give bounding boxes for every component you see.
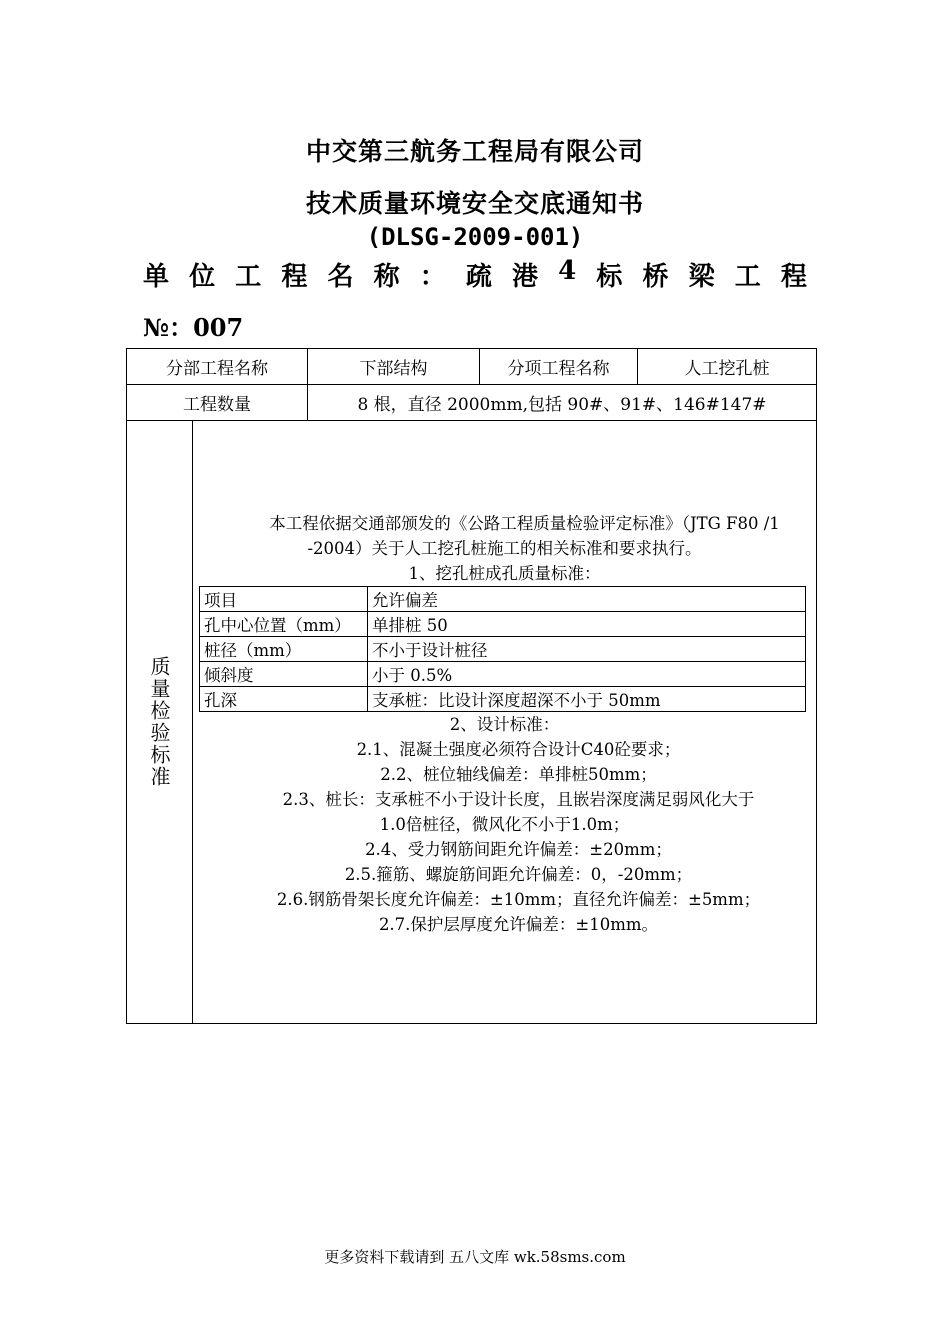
- unit-char: 标: [596, 262, 623, 292]
- inner-cell: 项目: [200, 587, 368, 612]
- section-heading: 1、挖孔桩成孔质量标准：: [408, 564, 601, 583]
- document-code: (DLSG-2009-001): [366, 223, 584, 251]
- quantity-label: 工程数量: [127, 385, 308, 421]
- company-name: 中交第三航务工程局有限公司: [305, 137, 644, 166]
- inner-cell: 允许偏差: [368, 587, 806, 612]
- item-project-label: 分项工程名称: [480, 349, 638, 385]
- standard-item: 2.4、受力钢筋间距允许偏差：±20mm；: [365, 840, 672, 859]
- quality-standard-label: 质量检验标准: [147, 656, 171, 788]
- document-title: 技术质量环境安全交底通知书: [305, 189, 644, 218]
- unit-char: 港: [512, 262, 539, 292]
- inner-cell: 桩径（mm）: [200, 637, 368, 662]
- table-row: [200, 662, 806, 687]
- standard-item: 2.6.钢筋骨架长度允许偏差：±10mm；直径允许偏差：±5mm；: [276, 890, 761, 909]
- standard-item: 2.7.保护层厚度允许偏差：±10mm。: [378, 915, 659, 934]
- table-row: [200, 687, 806, 712]
- standard-item: 2.2、桩位轴线偏差：单排桩50mm；: [380, 765, 657, 784]
- section-heading: 2、设计标准：: [449, 715, 560, 734]
- inner-cell: 小于 0.5%: [368, 662, 806, 687]
- table-row: [127, 385, 817, 421]
- standard-item: 2.1、混凝土强度必须符合设计C40砼要求；: [356, 740, 681, 759]
- unit-char: 疏: [465, 262, 492, 292]
- unit-char: 工: [235, 262, 262, 292]
- unit-char: 称: [373, 262, 400, 292]
- item-project-value: 人工挖孔桩: [638, 349, 817, 385]
- quantity-value: 8 根，直径 2000mm,包括 90#、91#、146#147#: [308, 385, 817, 421]
- table-row: [200, 587, 806, 612]
- inner-cell: 支承桩：比设计深度超深不小于 50mm: [368, 687, 806, 712]
- sub-project-value: 下部结构: [308, 349, 480, 385]
- table-row: [200, 637, 806, 662]
- table-row: [200, 612, 806, 637]
- unit-char: 程: [780, 262, 807, 292]
- side-label-cell: [127, 421, 193, 1024]
- sub-project-label: 分部工程名称: [127, 349, 308, 385]
- standard-content: [193, 421, 817, 1024]
- unit-project-name: [143, 256, 807, 293]
- unit-char: 程: [281, 262, 308, 292]
- unit-char: ：: [419, 262, 446, 292]
- hole-quality-table: [199, 586, 806, 712]
- table-row: [127, 421, 817, 1024]
- disclosure-table: [126, 348, 817, 1024]
- unit-char: 桥: [642, 262, 669, 292]
- footer-text: 更多资料下载请到 五八文库 wk.58sms.com: [324, 1248, 626, 1266]
- inner-cell: 倾斜度: [200, 662, 368, 687]
- standard-item: 2.3、桩长：支承桩不小于设计长度，且嵌岩深度满足弱风化大于: [282, 790, 755, 809]
- inner-cell: 孔中心位置（mm）: [200, 612, 368, 637]
- inner-cell: 孔深: [200, 687, 368, 712]
- unit-char: 名: [327, 262, 354, 292]
- unit-char: 工: [734, 262, 761, 292]
- inner-cell: 单排桩 50: [368, 612, 806, 637]
- unit-char: 位: [189, 262, 216, 292]
- document-number: №：007: [143, 313, 244, 342]
- unit-char: 梁: [688, 262, 715, 292]
- unit-char: 4: [558, 256, 577, 286]
- unit-char: 单: [143, 262, 170, 292]
- intro-paragraph: 本工程依据交通部颁发的《公路工程质量检验评定标准》（JTG F80 /1 -2004）关于人工挖孔桩施工的相关标准和要求执行。: [269, 514, 780, 558]
- inner-cell: 不小于设计桩径: [368, 637, 806, 662]
- table-row: [127, 349, 817, 385]
- standard-item: 2.5.箍筋、螺旋筋间距允许偏差：0，-20mm；: [344, 865, 693, 884]
- standard-item-continued: 1.0倍桩径，微风化不小于1.0m；: [379, 815, 630, 834]
